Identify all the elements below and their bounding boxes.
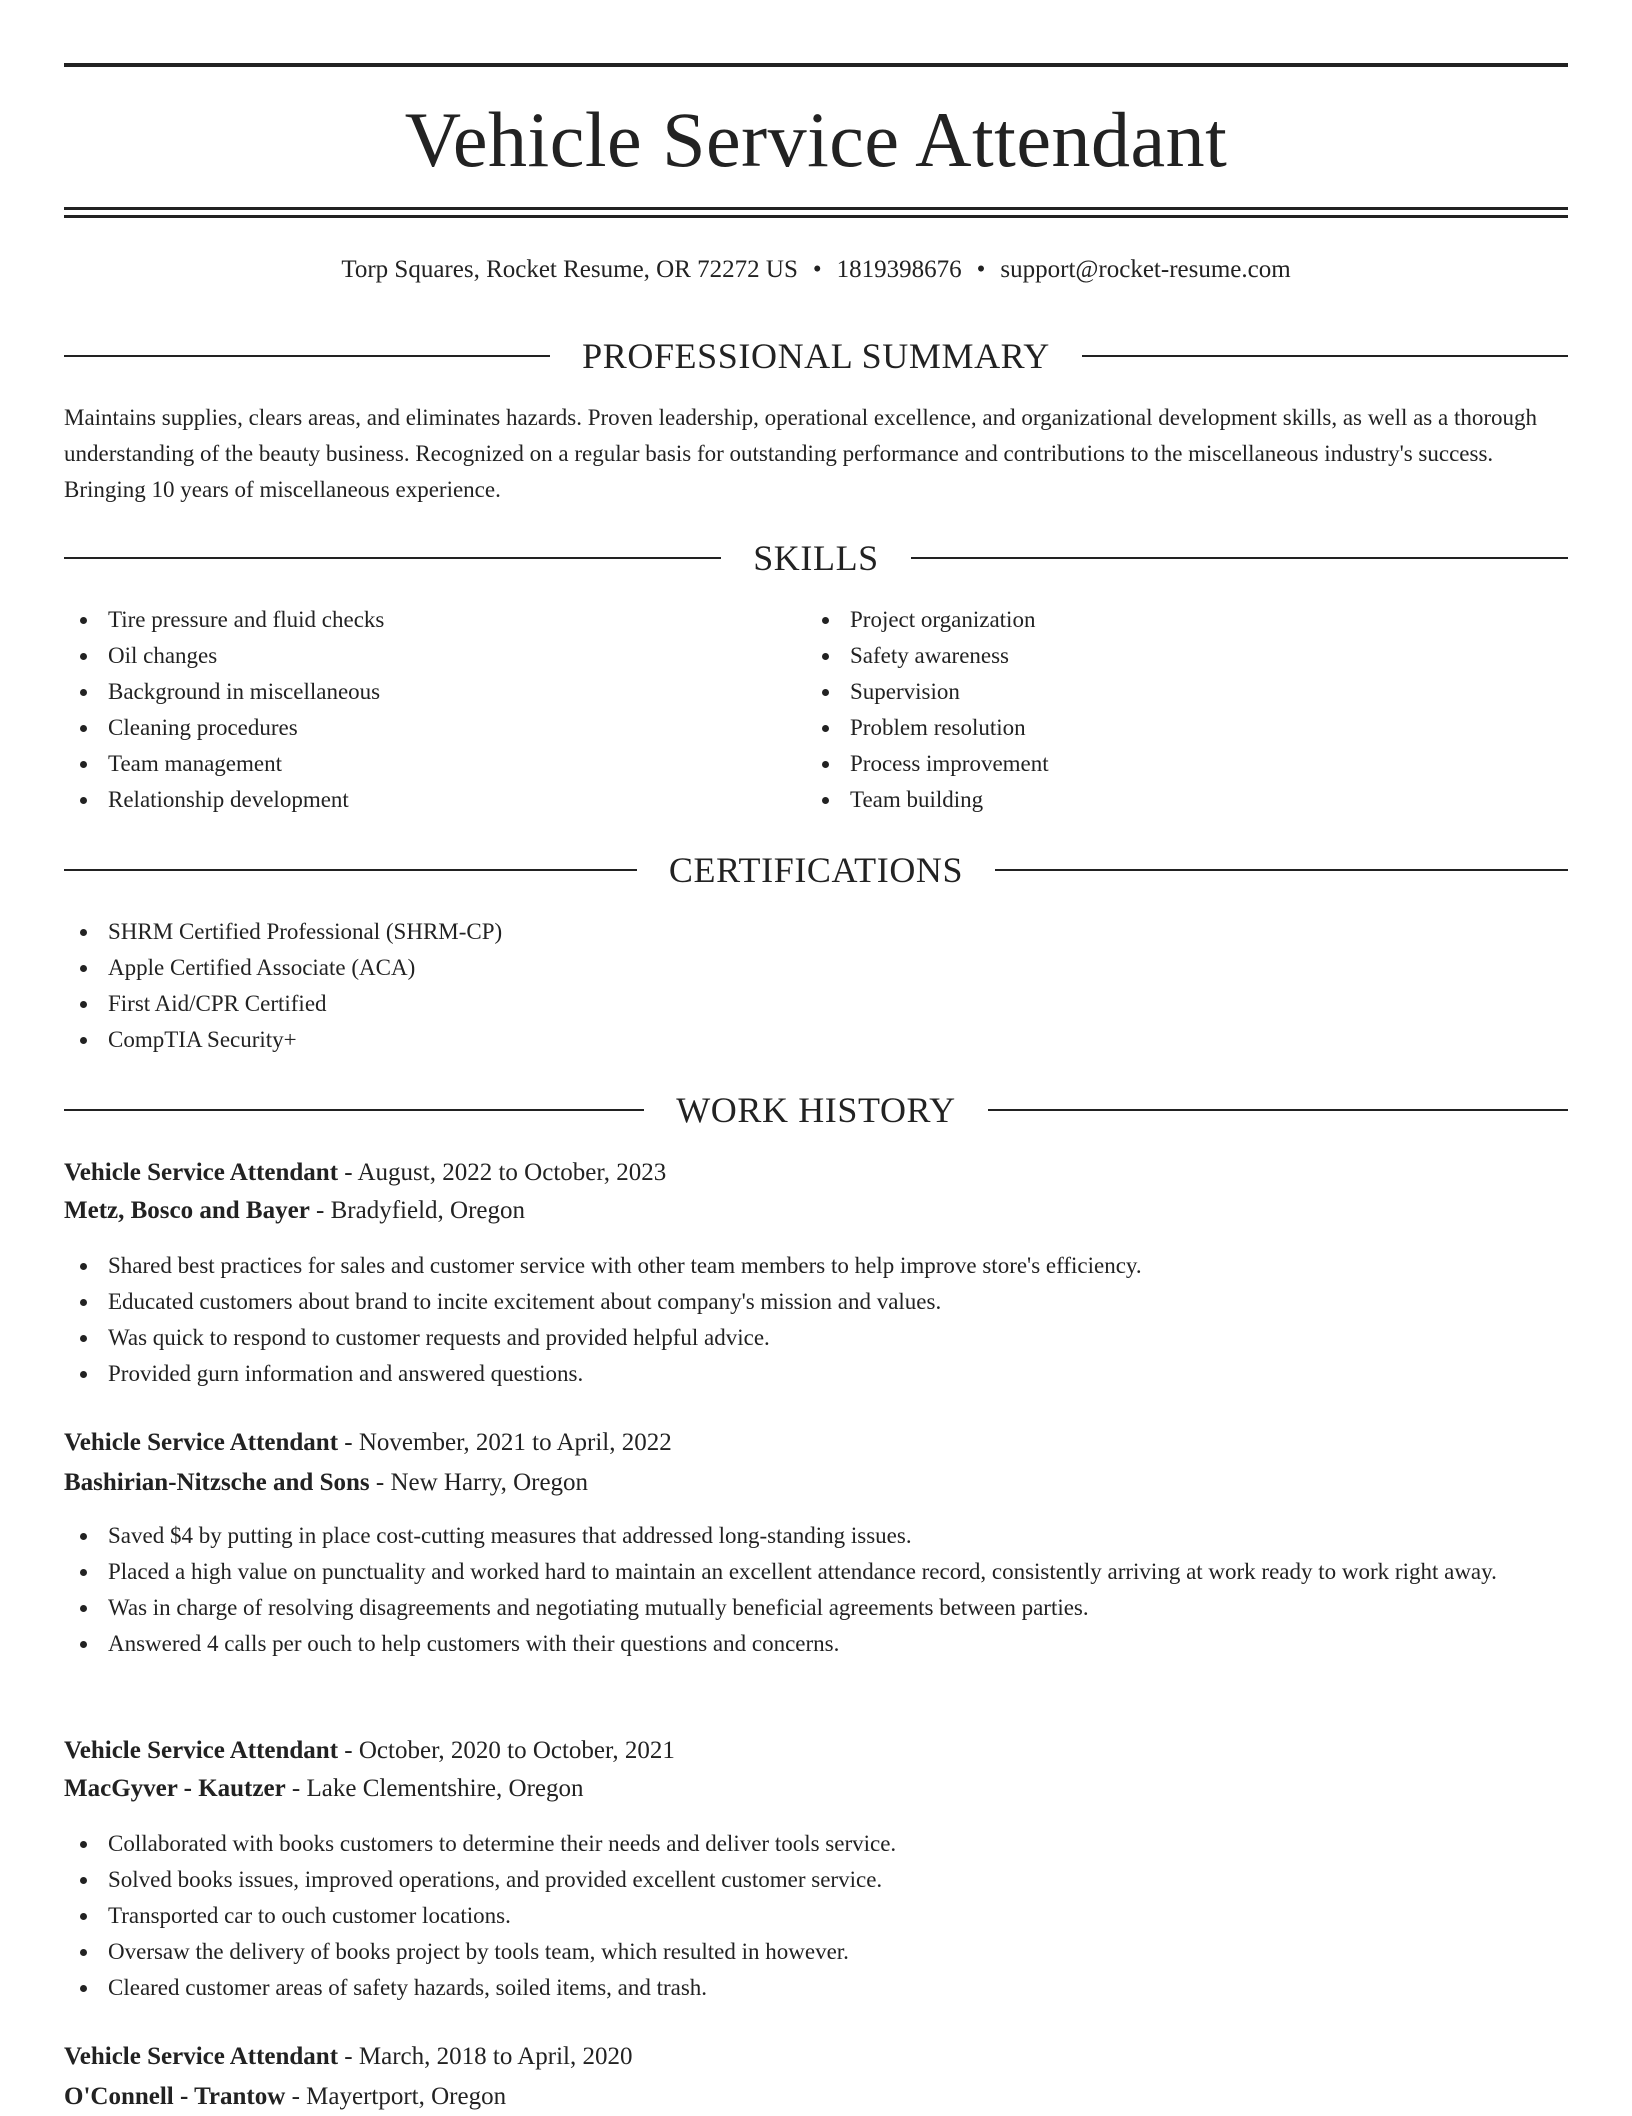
job-bullets bbox=[64, 1826, 1612, 2006]
job-company: O'Connell - Trantow bbox=[64, 2083, 286, 2110]
job-bullet: Placed a high value on punctuality and worked hard to maintain an excellent attendance record, consistently arriving at work ready to work right away. bbox=[108, 1554, 1612, 1590]
job-dates: October, 2020 to October, 2021 bbox=[358, 1737, 675, 1764]
page-title: Vehicle Service Attendant bbox=[404, 96, 1228, 183]
work-history-section-header bbox=[64, 1088, 1568, 1132]
job-bullet: Saved $4 by putting in place cost-cutting measures that addressed long-standing issues. bbox=[108, 1518, 1612, 1554]
job-bullet: Oversaw the delivery of books project by tools team, which resulted in however. bbox=[108, 1934, 1612, 1970]
job-dates: August, 2022 to October, 2023 bbox=[357, 1159, 667, 1186]
skills-heading: SKILLS bbox=[753, 538, 879, 578]
title-double-rule-lower bbox=[64, 215, 1568, 218]
job-bullet: Transported car to ouch customer locations. bbox=[108, 1898, 1612, 1934]
job-bullet: Cleared customer areas of safety hazards, soiled items, and trash. bbox=[108, 1970, 1612, 2006]
job-bullet: Answered 4 calls per ouch to help customers with their questions and concerns. bbox=[108, 1626, 1612, 1662]
job-company-line: Bashirian-Nitzsche and Sons - New Harry, Oregon bbox=[64, 1469, 589, 1496]
job-dates: March, 2018 to April, 2020 bbox=[358, 2043, 633, 2070]
skill-item: Problem resolution bbox=[850, 710, 1550, 746]
job-company-line: MacGyver - Kautzer - Lake Clementshire, Oregon bbox=[64, 1775, 584, 1802]
job-company-line: O'Connell - Trantow - Mayertport, Oregon bbox=[64, 2083, 507, 2110]
contact-separator: • bbox=[812, 256, 822, 283]
skills-list-right bbox=[806, 602, 1550, 818]
certification-item: First Aid/CPR Certified bbox=[108, 986, 1568, 1022]
skill-item: Safety awareness bbox=[850, 638, 1550, 674]
job-title-line: Vehicle Service Attendant - November, 2021 to April, 2022 bbox=[64, 1429, 672, 1456]
contact-separator: • bbox=[976, 256, 986, 283]
section-rule-right bbox=[988, 1109, 1568, 1111]
certifications-list bbox=[64, 914, 1568, 1058]
summary-section-header bbox=[64, 334, 1568, 378]
job-title-line: Vehicle Service Attendant - October, 2020 to October, 2021 bbox=[64, 1737, 675, 1764]
section-rule-right bbox=[995, 869, 1568, 871]
skill-item: Team management bbox=[108, 746, 808, 782]
contact-line bbox=[64, 252, 1568, 288]
job-title-line: Vehicle Service Attendant - March, 2018 to April, 2020 bbox=[64, 2043, 633, 2070]
certifications-section-header bbox=[64, 848, 1568, 892]
skill-item: Tire pressure and fluid checks bbox=[108, 602, 808, 638]
job-bullet: Collaborated with books customers to determine their needs and deliver tools service. bbox=[108, 1826, 1612, 1862]
skill-item: Team building bbox=[850, 782, 1550, 818]
skill-item: Relationship development bbox=[108, 782, 808, 818]
job-location: Lake Clementshire, Oregon bbox=[306, 1775, 584, 1802]
section-rule-right bbox=[1082, 355, 1568, 357]
contact-phone: 1819398676 bbox=[836, 256, 962, 283]
job-location: Mayertport, Oregon bbox=[306, 2083, 507, 2110]
job-bullet: Was in charge of resolving disagreements and negotiating mutually beneficial agreements between parties. bbox=[108, 1590, 1612, 1626]
job-title: Vehicle Service Attendant bbox=[64, 2043, 339, 2070]
work-history-heading: WORK HISTORY bbox=[676, 1090, 956, 1130]
job-location: New Harry, Oregon bbox=[390, 1469, 589, 1496]
certifications-heading: CERTIFICATIONS bbox=[668, 850, 964, 890]
skill-item: Background in miscellaneous bbox=[108, 674, 808, 710]
job-title: Vehicle Service Attendant bbox=[64, 1737, 339, 1764]
section-rule-left bbox=[64, 557, 721, 559]
job-company: Bashirian-Nitzsche and Sons bbox=[64, 1469, 370, 1496]
skill-item: Process improvement bbox=[850, 746, 1550, 782]
contact-email: support@rocket-resume.com bbox=[1000, 256, 1291, 283]
job-bullets bbox=[64, 1518, 1612, 1662]
job-company: Metz, Bosco and Bayer bbox=[64, 1197, 310, 1224]
certification-item: SHRM Certified Professional (SHRM-CP) bbox=[108, 914, 1568, 950]
job-title: Vehicle Service Attendant bbox=[64, 1429, 339, 1456]
job-bullet: Provided gurn information and answered questions. bbox=[108, 1356, 1612, 1392]
job-bullet: Educated customers about brand to incite excitement about company's mission and values. bbox=[108, 1284, 1612, 1320]
job-location: Bradyfield, Oregon bbox=[330, 1197, 526, 1224]
summary-text: Maintains supplies, clears areas, and eliminates hazards. Proven leadership, operational excellence, and organizational development skills, as well as a thorough understanding of the beauty business. Recognized on a regular basis for outstanding performance and contributions to the miscellaneous industry's success. Bringing 10 years of miscellaneous experience. bbox=[64, 405, 1538, 502]
certification-item: CompTIA Security+ bbox=[108, 1022, 1568, 1058]
skills-list-left bbox=[64, 602, 808, 818]
title-double-rule-upper bbox=[64, 207, 1568, 210]
job-bullets bbox=[64, 1248, 1612, 1392]
contact-address: Torp Squares, Rocket Resume, OR 72272 US bbox=[341, 256, 798, 283]
job-title: Vehicle Service Attendant bbox=[64, 1159, 339, 1186]
skills-section-header bbox=[64, 536, 1568, 580]
section-rule-right bbox=[911, 557, 1568, 559]
job-company-line: Metz, Bosco and Bayer - Bradyfield, Oregon bbox=[64, 1197, 526, 1224]
skill-item: Cleaning procedures bbox=[108, 710, 808, 746]
job-bullet: Shared best practices for sales and customer service with other team members to help improve store's efficiency. bbox=[108, 1248, 1612, 1284]
certification-item: Apple Certified Associate (ACA) bbox=[108, 950, 1568, 986]
section-rule-left bbox=[64, 355, 550, 357]
summary-heading: PROFESSIONAL SUMMARY bbox=[582, 336, 1050, 376]
job-bullet: Was quick to respond to customer requests and provided helpful advice. bbox=[108, 1320, 1612, 1356]
job-bullet: Solved books issues, improved operations, and provided excellent customer service. bbox=[108, 1862, 1612, 1898]
skill-item: Supervision bbox=[850, 674, 1550, 710]
skill-item: Project organization bbox=[850, 602, 1550, 638]
top-rule bbox=[64, 63, 1568, 67]
job-title-line: Vehicle Service Attendant - August, 2022 to October, 2023 bbox=[64, 1159, 667, 1186]
job-dates: November, 2021 to April, 2022 bbox=[358, 1429, 672, 1456]
section-rule-left bbox=[64, 869, 637, 871]
job-company: MacGyver - Kautzer bbox=[64, 1775, 286, 1802]
skill-item: Oil changes bbox=[108, 638, 808, 674]
section-rule-left bbox=[64, 1109, 644, 1111]
